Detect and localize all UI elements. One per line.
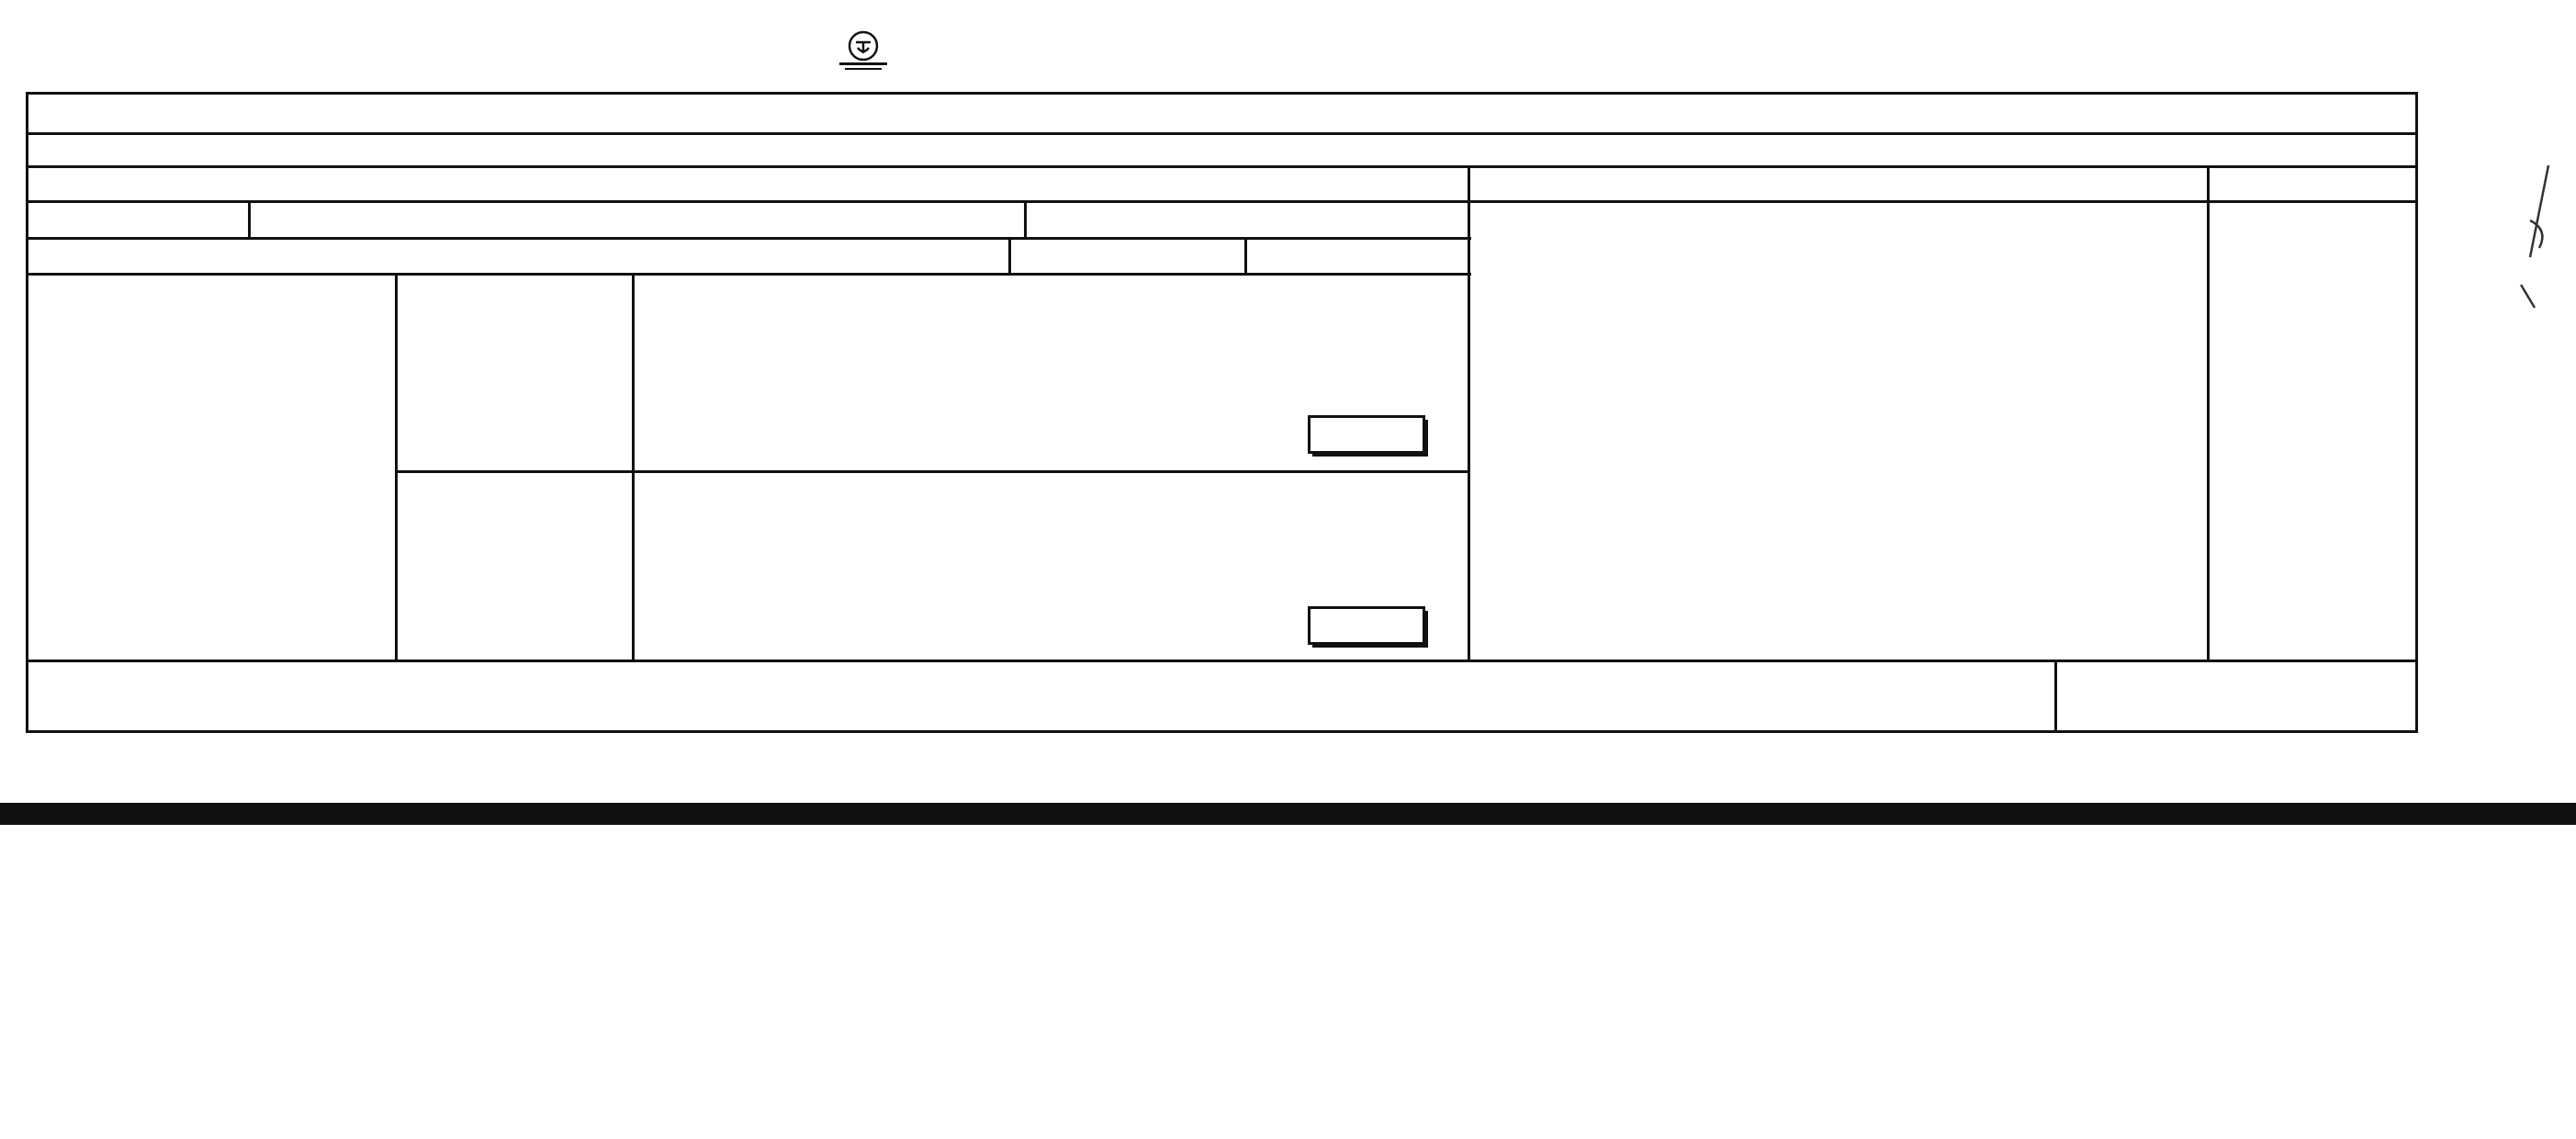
second-visit-time-field[interactable]	[1308, 606, 1425, 645]
handwritten-scribble	[2512, 147, 2567, 317]
tracking-barcode	[1504, 17, 2232, 83]
form-outer-border	[26, 92, 2418, 733]
certipostal-logo	[838, 28, 889, 79]
first-visit-time-field[interactable]	[1308, 415, 1425, 454]
scan-edge	[0, 803, 2576, 825]
side-text	[2429, 625, 2512, 1139]
